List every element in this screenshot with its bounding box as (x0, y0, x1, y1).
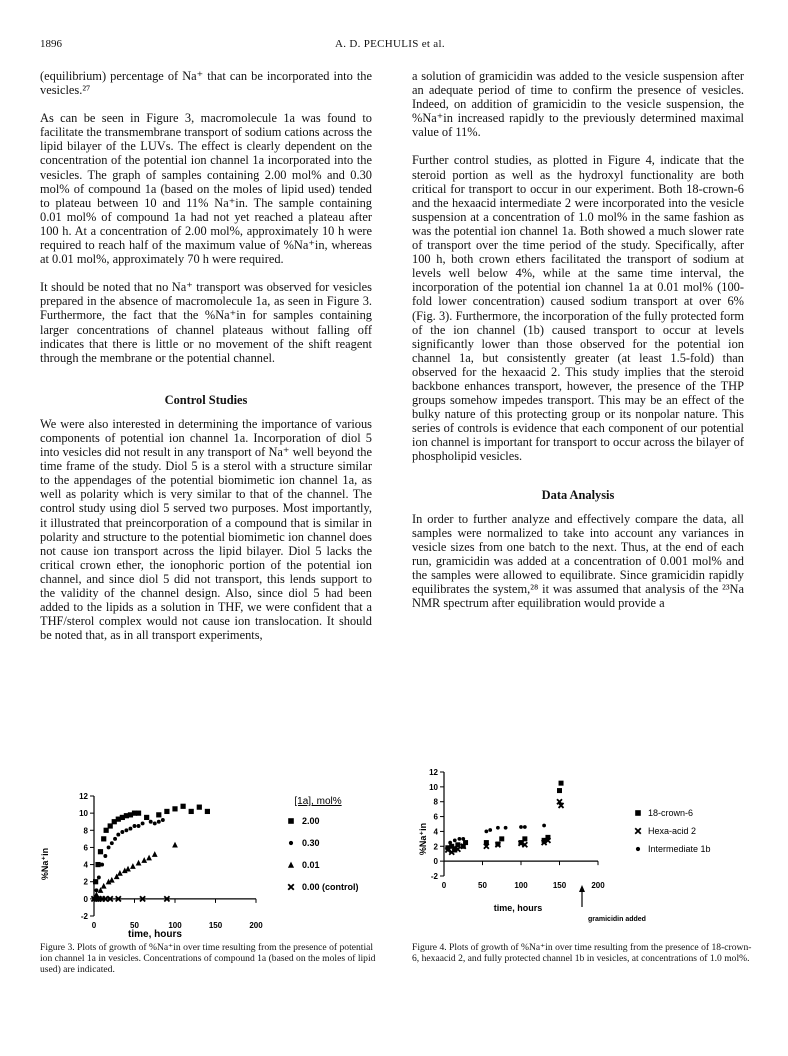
data-point (93, 879, 98, 884)
y-axis-label: %Na⁺in (418, 822, 428, 856)
legend-marker (288, 818, 294, 824)
legend-label: Intermediate 1b (648, 844, 711, 854)
x-tick-label: 0 (91, 921, 97, 930)
data-point (141, 857, 147, 863)
legend-marker (288, 862, 294, 868)
y-tick-label: 0 (433, 857, 438, 867)
data-point (116, 833, 120, 837)
data-point (157, 820, 161, 824)
figure-3-caption: Figure 3. Plots of growth of %Na⁺in over time resulting from the presence of potential ion channel 1a in vesicles. Concentrations of compound 1a (based on the moles of lipid used) are indicated. (40, 942, 376, 975)
data-point (120, 830, 124, 834)
data-point (109, 877, 115, 883)
data-point (125, 866, 131, 872)
figure-3-chart (40, 784, 380, 940)
data-point (97, 875, 101, 879)
y-tick-label: 4 (83, 860, 88, 870)
legend-label: 0.00 (control) (302, 882, 359, 892)
data-point (149, 820, 153, 824)
y-tick-label: 12 (429, 768, 438, 777)
y-tick-label: 2 (83, 877, 88, 887)
y-tick-label: -2 (80, 912, 88, 921)
y-tick-label: 6 (433, 812, 438, 822)
figure-4-chart (412, 764, 752, 940)
legend-label: 18-crown-6 (648, 808, 694, 818)
legend-label: 0.30 (302, 838, 320, 848)
annotation-text: gramicidin added (588, 916, 646, 923)
data-point (98, 849, 103, 854)
paragraph: It should be noted that no Na⁺ transport was observed for vesicles prepared in the absence of macromolecule 1a, as seen in Figure 3. Furthermore, the fact that the %Na⁺in for samples containing larger concentrations of channel plateaus without falling off indicates that there is little or no movement of the shift reagent through the membrane or the potential channel. (40, 280, 372, 365)
x-tick-label: 200 (249, 921, 263, 930)
x-tick-label: 200 (591, 881, 605, 890)
data-point (197, 805, 202, 810)
y-tick-label: 8 (83, 826, 88, 836)
y-tick-label: 6 (83, 843, 88, 853)
paragraph: We were also interested in determining the importance of various components of potential ion channel 1a. Incorporation of diol 5 into vesicles did not result in any transport of Na⁺ well beyond the time frame of the study. Diol 5 is a sterol with a structure similar to the appendages of the potential biomimetic ion channel 1a, as well as polarity which is very similar to that of the channel. The control study using diol 5 served two purposes. Most importantly, it illustrated that preincorporation of a compound that is similar in polarity and structure to the potential biomimetic ion channel does not cause ion transport across the lipid bilayer. Diol 5 lacks the critical crown ether, the ionophoric portion of the potential ion channel, and since diol 5 did not transport, this lends support to the validity of the channel design. Also, since diol 5 had been added to the lipids as a solution in THF, we were confident that a THF/sterol complex would not cause ion translocation. It should be noted that, as in all transport experiments, (40, 416, 372, 643)
legend-label: 0.01 (302, 860, 320, 870)
data-point (124, 828, 128, 832)
paragraph: a solution of gramicidin was added to the vesicle suspension after an adequate period of time to confirm the presence of vesicles. Indeed, on addition of gramicidin to the vesicle suspension, the %Na⁺in increased rapidly to the previously determined maximal value of 11%. (412, 69, 744, 140)
y-tick-label: 4 (433, 827, 438, 837)
paragraph: In order to further analyze and effectively compare the data, all samples were normalized to take into account any variances in vesicle sizes from one batch to the next. Thus, at the end of each run, gramicidin was added at a concentration of 0.001 mol% and the samples were allowed to equilibrate. Since gramicidin rapidly equilibrates the system,²⁸ it was assumed that analysis of the ²³Na NMR spectrum after equilibration would provide a (412, 511, 744, 611)
data-point (458, 837, 462, 841)
data-point (504, 826, 508, 830)
legend-marker (288, 884, 294, 890)
data-point (153, 821, 157, 825)
data-point (107, 845, 111, 849)
data-point (189, 809, 194, 814)
data-point (172, 806, 177, 811)
data-point (117, 870, 123, 876)
data-point (181, 804, 186, 809)
data-point (205, 809, 210, 814)
data-point (103, 854, 107, 858)
data-point (101, 836, 106, 841)
data-point (448, 841, 452, 845)
legend-marker (635, 810, 641, 816)
y-tick-label: 2 (433, 842, 438, 852)
legend-marker (289, 841, 293, 845)
data-point (101, 883, 107, 889)
data-point (133, 824, 137, 828)
x-tick-label: 50 (130, 921, 139, 930)
y-tick-label: 12 (79, 792, 88, 801)
section-heading: Control Studies (164, 392, 248, 407)
right-column (412, 69, 744, 624)
running-title: A. D. PECHULIS et al. (335, 38, 445, 50)
y-tick-label: -2 (430, 872, 438, 881)
data-point (129, 827, 133, 831)
page-number: 1896 (40, 38, 62, 50)
data-point (164, 809, 169, 814)
figure-4-caption: Figure 4. Plots of growth of %Na⁺in over time resulting from the presence of 18-crown-6, hexaacid 2, and fully protected channel 1b in vesicles, at concentrations of 1.0 mol%. (412, 942, 752, 964)
x-tick-label: 150 (208, 921, 223, 930)
legend-label: 2.00 (302, 816, 320, 826)
legend-marker (636, 847, 640, 851)
x-tick-label: 100 (514, 881, 528, 890)
data-point (499, 836, 504, 841)
data-point (453, 838, 457, 842)
paragraph: Further control studies, as plotted in Figure 4, indicate that the steroid portion as well as the hydroxyl functionality are both critical for transport to occur in our experiment. Both 18-crown-6 and the hexaacid intermediate 2 were incorporated into the vesicle suspension at a concentration of 1.0 mol% in the same fashion as was the potential ion channel 1a. Both showed a much slower rate of transport over the time period of the study. Specifically, after 100 h, both crown ethers facilitated the transport of sodium at levels well below 4%, while at the same time interval, the incorporation of the potential ion channel 1a at 0.01 mol% (100-fold lower concentration) caused sodium transport at over 6% (Fig. 3). Furthermore, the incorporation of the fully protected form of the ion channel (1b) caused transport to occur at levels significantly lower than those observed for the potential ion channel 1a, but consistently greater (at least 1.5-fold) than observed for the hexaacid 2. This study implies that the steroid backbone enhances transport, however, the presence of the THP groups somehow impedes transport. This may be an effect of the bulky nature of this protecting group or its nonpolar nature. This series of controls is evidence that each component of our potential ion channel is important for transport to occur across the bilayer of phospholipid vesicles. (412, 153, 744, 464)
data-point (542, 824, 546, 828)
data-point (523, 825, 527, 829)
x-tick-label: 100 (168, 921, 182, 930)
data-point (161, 818, 165, 822)
x-tick-label: 0 (441, 881, 447, 890)
annotation-arrowhead (579, 885, 585, 892)
legend-label: Hexa-acid 2 (648, 826, 697, 836)
data-point (172, 842, 178, 848)
data-point (484, 830, 488, 834)
y-tick-label: 10 (79, 809, 88, 819)
data-point (488, 828, 492, 832)
left-column (40, 69, 372, 656)
data-point (496, 826, 500, 830)
data-point (146, 855, 152, 861)
y-tick-label: 0 (83, 894, 88, 904)
section-heading: Data Analysis (541, 487, 615, 502)
legend-title: [1a], mol% (294, 796, 342, 807)
data-point (113, 837, 117, 841)
data-point (95, 862, 100, 867)
data-point (559, 781, 564, 786)
x-tick-label: 50 (478, 881, 487, 890)
y-tick-label: 10 (429, 782, 438, 792)
x-axis-label: time, hours (128, 929, 182, 940)
data-point (136, 860, 142, 866)
x-tick-label: 150 (552, 881, 567, 890)
data-point (136, 811, 141, 816)
data-point (141, 821, 145, 825)
data-point (557, 788, 562, 793)
paragraph: As can be seen in Figure 3, macromolecule 1a was found to facilitate the transmembrane transport of sodium cations across the lipid bilayer of the LUVs. The effect is clearly dependent on the concentration of the potential ion channel 1a incorporated into the vesicles. The graph of samples containing 2.00 mol% and 0.30 mol% of compound 1a (based on the moles of lipid used) tended to plateau between 10 and 11% Na⁺in. The sample containing 0.01 mol% of compound 1a had not yet reached a plateau after 100 h. At a concentration of 2.00 mol%, approximately 10 h were required to reach half of the maximum value of %Na⁺in, whereas at 0.01 mol%, approximately 70 h were required. (40, 111, 372, 267)
data-point (110, 841, 114, 845)
data-point (461, 837, 465, 841)
legend-marker (635, 828, 641, 834)
data-point (156, 812, 161, 817)
data-point (137, 824, 141, 828)
data-point (519, 825, 523, 829)
data-point (130, 863, 136, 869)
x-axis-label: time, hours (493, 903, 543, 913)
data-point (152, 851, 158, 857)
y-axis-label: %Na⁺in (40, 847, 50, 881)
data-point (100, 863, 104, 867)
y-tick-label: 8 (433, 797, 438, 807)
data-point (144, 815, 149, 820)
paragraph: (equilibrium) percentage of Na⁺ that can be incorporated into the vesicles.²⁷ (40, 69, 372, 98)
